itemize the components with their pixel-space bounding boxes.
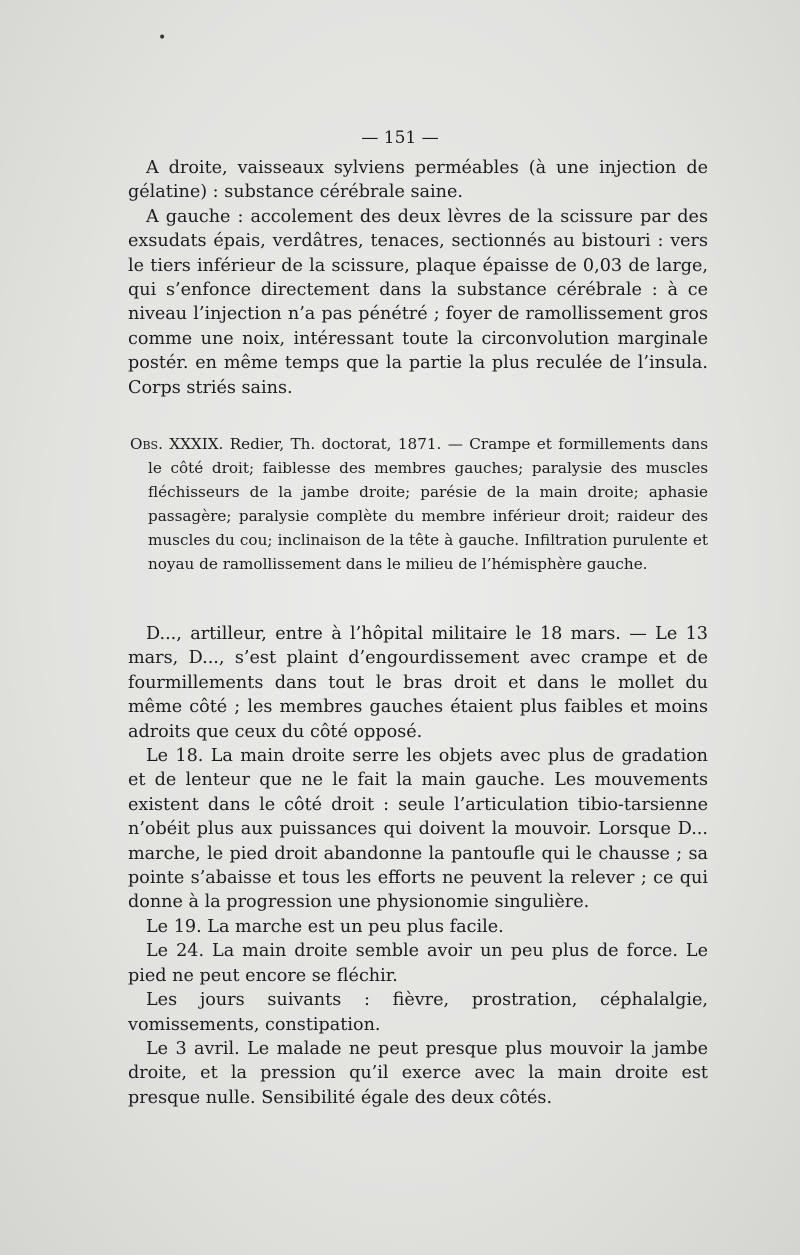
case-april-3-paragraph: Le 3 avril. Le malade ne peut presque plus mouvoir la jambe droite, et la pression qu’il exerce avec la main droite est presque nulle. Sensibilité égale des deux côtés. bbox=[128, 1038, 708, 1108]
observation-label: Obs. XXXIX. bbox=[130, 435, 224, 453]
case-day-19-paragraph: Le 19. La marche est un peu plus facile. bbox=[146, 916, 504, 937]
paragraph-right-side: A droite, vaisseaux sylviens perméables (à une injection de gélatine) : substance cérébrale saine. bbox=[128, 158, 708, 203]
page-number: — 151 — bbox=[361, 128, 439, 148]
case-day-18-paragraph: Le 18. La main droite serre les objets avec plus de gradation et de lenteur que ne le fait la main gauche. Les mouvements existent dans le côté droit : seule l’articulation tibio-tarsienne n’obéit plus aux puissances qui doivent la mouvoir. Lorsque D... marche, le pied droit abandonne la pantoufle qui le chausse ; sa pointe s’abaisse et tous les efforts ne peuvent la relever ; ce qui donne à la progression une physionomie singulière. bbox=[128, 746, 708, 913]
case-intro-paragraph: D..., artilleur, entre à l’hôpital militaire le 18 mars. — Le 13 mars, D..., s’est plaint d’engourdissement avec crampe et de fourmillements dans tout le bras droit et dans le mollet du même côté ; les membres gauches étaient plus faibles et moins adroits que ceux du côté opposé. bbox=[128, 624, 708, 742]
case-following-days-paragraph: Les jours suivants : fièvre, prostration, céphalalgie, vomissements, constipation. bbox=[128, 990, 708, 1035]
case-history bbox=[128, 622, 708, 1110]
ink-speck: • bbox=[158, 30, 167, 46]
observation-paragraph bbox=[130, 432, 708, 576]
observation-text: Redier, Th. doctorat, 1871. — Crampe et formillements dans le côté droit; faiblesse des membres gauches; paralysie des muscles fléchisseurs de la jambe droite; parésie de la main droite; aphasie passagère; paralysie complète du membre inférieur droit; raideur des muscles du cou; inclinaison de la tête à gauche. Infiltration purulente et noyau de ramollissement dans le milieu de l’hémisphère gauche. bbox=[148, 435, 708, 573]
paragraph-left-side: A gauche : accolement des deux lèvres de la scissure par des exsudats épais, verdâtres, tenaces, sectionnés au bistouri : vers le tiers inférieur de la scissure, plaque épaisse de 0,03 de large, qui s’enfonce directement dans la substance cérébrale : à ce niveau l’injection n’a pas pénétré ; foyer de ramollissement gros comme une noix, intéressant toute la circonvolution marginale postér. en même temps que la partie la plus reculée de l’insula. Corps striés sains. bbox=[128, 206, 708, 398]
observation-summary bbox=[130, 432, 708, 576]
case-day-24-paragraph: Le 24. La main droite semble avoir un peu plus de force. Le pied ne peut encore se fléchir. bbox=[128, 941, 708, 986]
intro-section bbox=[128, 156, 708, 400]
